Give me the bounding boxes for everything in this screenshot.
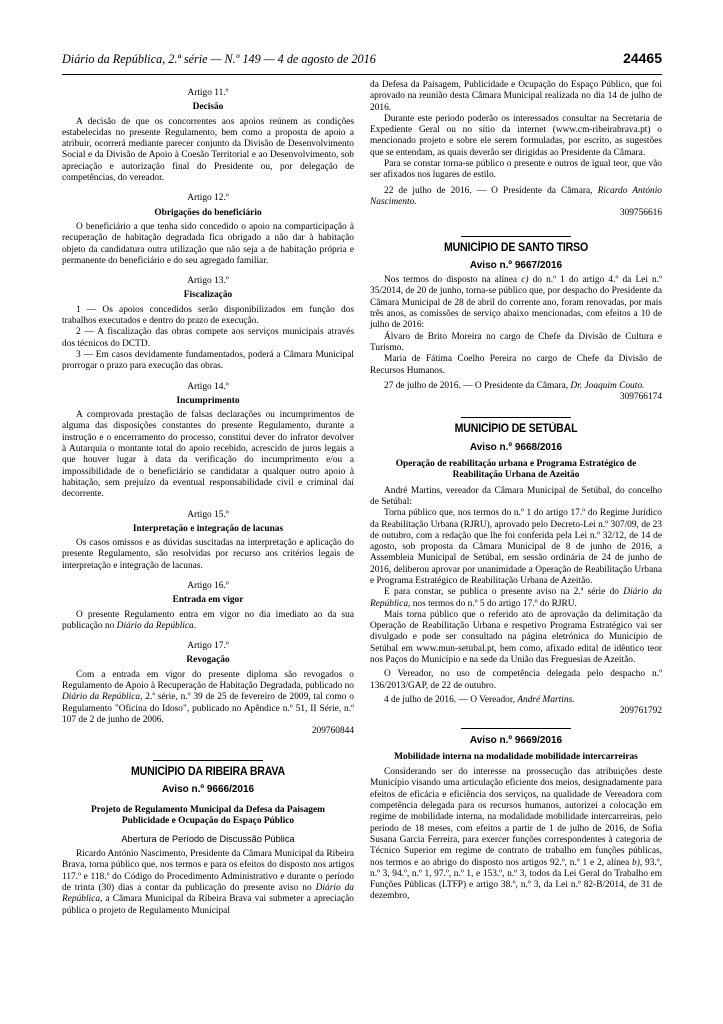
paragraph: O beneficiário a que tenha sido concedido o apoio na comparticipação à recuperação de habitação degradada fica obrigado a não dar à habitação objeto da candidatura outra utilização que não seja a de habitação própria e permanente do beneficiário e do seu agregado familiar. (62, 221, 354, 266)
notice-title: Aviso n.º 9669/2016 (469, 734, 563, 746)
paragraph: André Martins, vereador da Câmara Municipal de Setúbal, do concelho de Setúbal: (370, 485, 662, 507)
text: , 93.º, n.º 3, 94.º, n.º 1, 97.º, n.º 1, e 153.º, n.º 3, todos da Lei Geral do Trabalho em Funções Públicas (LTFP) e artigo 38.º, n.º 3, da Lei n.º 82-B/2014, de 31 de dezembro, (370, 857, 662, 902)
notice-title: Aviso n.º 9666/2016 (161, 783, 255, 795)
page-header (62, 52, 662, 72)
italic-text: b) (632, 857, 640, 868)
reference-number: 209761792 (619, 706, 662, 717)
paragraph: Durante este período poderão os interessados consultar na Secretaria de Expediente Geral ou no sítio da internet (www.cm-ribeirabrava.pt) o mencionado projeto e sobre ele serem formuladas, por escrito, as sugestões que se entendam, as quais deverão ser dirigidas ao Presidente da Câmara. (370, 113, 662, 158)
paragraph: da Defesa da Paisagem, Publicidade e Ocupação do Espaço Público, que foi aprovado na reunião desta Câmara Municipal realizada no dia 14 de julho de 2016. (370, 80, 662, 113)
paragraph: Para se constar torna-se público o presente e outros de igual teor, que vão ser afixados nos lugares de estilo. (370, 159, 662, 181)
page-number: 24465 (623, 50, 662, 66)
article-title: Interpretação e integração de lacunas (132, 523, 284, 534)
signature-line (370, 186, 662, 209)
text: 27 de julho de 2016. — O Presidente da Câmara, (384, 380, 571, 391)
text: , a Câmara Municipal da Ribeira Brava vai submeter a apreciação pública o projeto de Regulamento Municipal (62, 894, 354, 916)
reference-number: 209760844 (311, 726, 354, 737)
paragraph: 1 — Os apoios concedidos serão disponibilizados em função dos trabalhos executados e dentro do prazo de execução. (62, 304, 354, 327)
italic-text: Diário da República (62, 692, 141, 703)
text: , 2.ª série, n.º 39 de 25 de fevereiro de 2009, tal como o Regulamento "Oficina do Idoso", publicado no Apêndice n.º 51, II Série, n.º 107 de 2 de junho de 2006. (62, 692, 354, 725)
header-rule (62, 74, 662, 75)
paragraph: Maria de Fátima Coelho Pereira no cargo de Chefe da Divisão de Recursos Humanos. (370, 354, 662, 376)
paragraph (370, 587, 662, 610)
text: do n.º 1 do artigo 4.º da Lei n.º 35/2014, de 20 de junho, torna-se público que, por despacho do Presidente da Câmara Municipal de 28 de abril do corrente ano, foram renovadas, por mais três anos, as comissões de serviço abaixo mencionadas, com efeitos a 10 de julho de 2016: (370, 275, 662, 331)
text: O presente Regulamento entra em vigor no dia imediato ao da sua publicação no (62, 609, 354, 631)
paragraph (62, 610, 354, 633)
article-label: Artigo 12.º (187, 193, 229, 204)
paragraph: A decisão de que os concorrentes aos apoios reúnem as condições estabelecidas no presente Regulamento, bem como a proposta de apoio a atribuir, ocorrerá mediante parecer conjunto da Divisão de Desenvolvimento Social e da Divisão de Apoio à Coesão Territorial e ao Desenvolvimento, sob apreciação e autorização final do Presidente ou, por delegação de competências, do vereador. (62, 116, 354, 184)
text: . (193, 620, 197, 631)
signature-line (370, 695, 662, 706)
article-title: Decisão (192, 102, 224, 113)
notice-title: Aviso n.º 9668/2016 (469, 441, 563, 453)
italic-text: Diário da República (62, 882, 354, 905)
paragraph: Os casos omissos e as dúvidas suscitadas na interpretação e aplicação do presente Regulamento, são resolvidas por recurso aos critérios legais de interpretação e integração de lacunas. (62, 538, 354, 571)
article-title: Entrada em vigor (172, 595, 244, 606)
article-label: Artigo 16.º (187, 580, 229, 591)
text: Com a entrada em vigor do presente diploma são revogados o Regulamento de Apoio à Recuperação de Habitação Degradada, publicado no (62, 669, 354, 692)
signature-line (370, 381, 662, 392)
notice-subtitle: Abertura de Período de Discussão Pública (121, 833, 295, 844)
right-column (370, 80, 662, 903)
paragraph: Álvaro de Brito Moreira no cargo de Chefe da Divisão de Cultura e Turismo. (370, 331, 662, 353)
municipality-title: MUNICÍPIO DE SETÚBAL (454, 423, 578, 436)
reference-number: 309766174 (619, 392, 662, 403)
article-label: Artigo 15.º (187, 509, 229, 520)
paragraph: O Vereador, no uso de competência delegada pelo despacho n.º 136/2013/GAP, de 22 de outubro. (370, 669, 662, 691)
left-column (62, 80, 354, 917)
municipality-title: MUNICÍPIO DE SANTO TIRSO (443, 241, 589, 254)
article-title: Obrigações do beneficiário (154, 207, 262, 218)
article-title: Revogação (186, 655, 230, 666)
paragraph (62, 670, 354, 726)
paragraph: Mais torna público que o referido ato de aprovação da delimitação da Operação de Reabilitação Urbana e respetivo Programa Estratégico vai ser divulgado e pode ser consultado na página eletrónica do Município de Setúbal em www.mun-setubal.pt, bem como, afixado edital de idêntico teor nos Paços do Município e na sede da União das Freguesias de Azeitão. (370, 609, 662, 666)
text: 4 de julho de 2016. — O Vereador, (384, 694, 518, 705)
italic-text: Diário da República, (370, 587, 662, 609)
notice-subject: Operação de reabilitação urbana e Programa Estratégico de Reabilitação Urbana de Azeitão (395, 459, 637, 481)
text: 22 de julho de 2016. — O Presidente da Câmara, (384, 185, 598, 196)
italic-text: Diário da República (116, 620, 194, 631)
notice-title: Aviso n.º 9667/2016 (469, 259, 563, 271)
text: Considerando ser do interesse na prossecução das atribuições deste Município visando uma articulação eficiente dos meios, designadamente para efeitos de eficácia e eficiência dos serviços, na qualidade de Vereadora com competência delegada para os recursos humanos, autorizei a colocação em regime de mobilidade interna, na modalidade mobilidade intercarreiras, pelo período de 18 meses, com efeitos a partir de 1 de julho de 2016, de Sofia Susana Garcia Ferreira, para exercer funções correspondentes à categoria de Técnico Superior em regime de contrato de trabalho em funções públicas, nos termos e ao abrigo do disposto nos artigos 92.º, n.º 1 e 2, alínea (370, 767, 662, 868)
paragraph (62, 849, 354, 917)
notice-subject: Projeto de Regulamento Municipal da Defesa da Paisagem Publicidade e Ocupação do Espaço Público (91, 805, 325, 827)
signatory: Dr. Joaquim Couto. (570, 380, 645, 391)
paragraph: 2 — A fiscalização das obras compete aos serviços municipais através dos técnicos do DCTD. (62, 327, 354, 349)
article-label: Artigo 14.º (187, 381, 229, 392)
journal-title: Diário da República, 2.ª série — N.º 149 — 4 de agosto de 2016 (62, 52, 376, 66)
paragraph (370, 767, 662, 903)
paragraph (370, 275, 662, 331)
municipality-title: MUNICÍPIO DA RIBEIRA BRAVA (131, 765, 285, 778)
text: Ricardo António Nascimento, Presidente da Câmara Municipal da Ribeira Brava, torna público que, nos termos e para os efeitos do disposto nos artigos 117.º e 118.º do Código do Procedimento Administrativo e durante o período de trinta (30) dias a contar da publicação do presente aviso no (62, 849, 354, 893)
article-label: Artigo 17.º (187, 641, 229, 652)
text: nos termos do n.º 5 do artigo 17.º do RJRU. (410, 598, 577, 609)
paragraph: 3 — Em casos devidamente fundamentados, poderá a Câmara Municipal prorrogar o prazo para execução das obras. (62, 349, 354, 372)
article-label: Artigo 11.º (187, 88, 229, 98)
signatory: André Martins. (517, 694, 575, 705)
text: Nos termos do disposto na alínea (384, 275, 522, 286)
italic-text: c) (521, 275, 529, 286)
notice-subject: Mobilidade interna na modalidade mobilidade intercarreiras (394, 751, 638, 762)
text: E para constar, se publica o presente aviso na 2.ª série do (384, 587, 624, 598)
paragraph: Torna público que, nos termos do n.º 1 do artigo 17.º do Regime Jurídico da Reabilitação Urbana (RJRU), aprovado pelo Decreto-Lei n.º 307/09, de 23 de outubro, com a redação que lhe foi conferida pela Lei n.º 32/12, de 14 de agosto, sob proposta da Câmara Municipal de 8 de junho de 2016, a Assembleia Municipal de Setúbal, em sessão ordinária de 24 de junho de 2016, deliberou aprovar por unanimidade a Operação de Reabilitação Urbana e Programa Estratégico de Reabilitação Urbana de Azeitão. (370, 508, 662, 586)
article-title: Incumprimento (176, 395, 240, 406)
article-title: Fiscalização (183, 290, 233, 301)
reference-number: 309756616 (619, 208, 662, 219)
paragraph: A comprovada prestação de falsas declarações ou incumprimentos de alguma das disposições constantes do presente Regulamento, durante a instrução e o encerramento do processo, constitui dever do infrator devolver à Autarquia o montante total do apoio recebido, acrescido de juros legais a que houver lugar à data da verificação do incumprimento e/ou a impossibilidade de o beneficiário se candidatar a qualquer outro apoio à habitação, sem prejuízo da eventual responsabilidade civil e criminal daí decorrente. (62, 410, 354, 500)
signatory: Ricardo António Nascimento. (370, 185, 662, 207)
article-label: Artigo 13.º (187, 276, 229, 287)
